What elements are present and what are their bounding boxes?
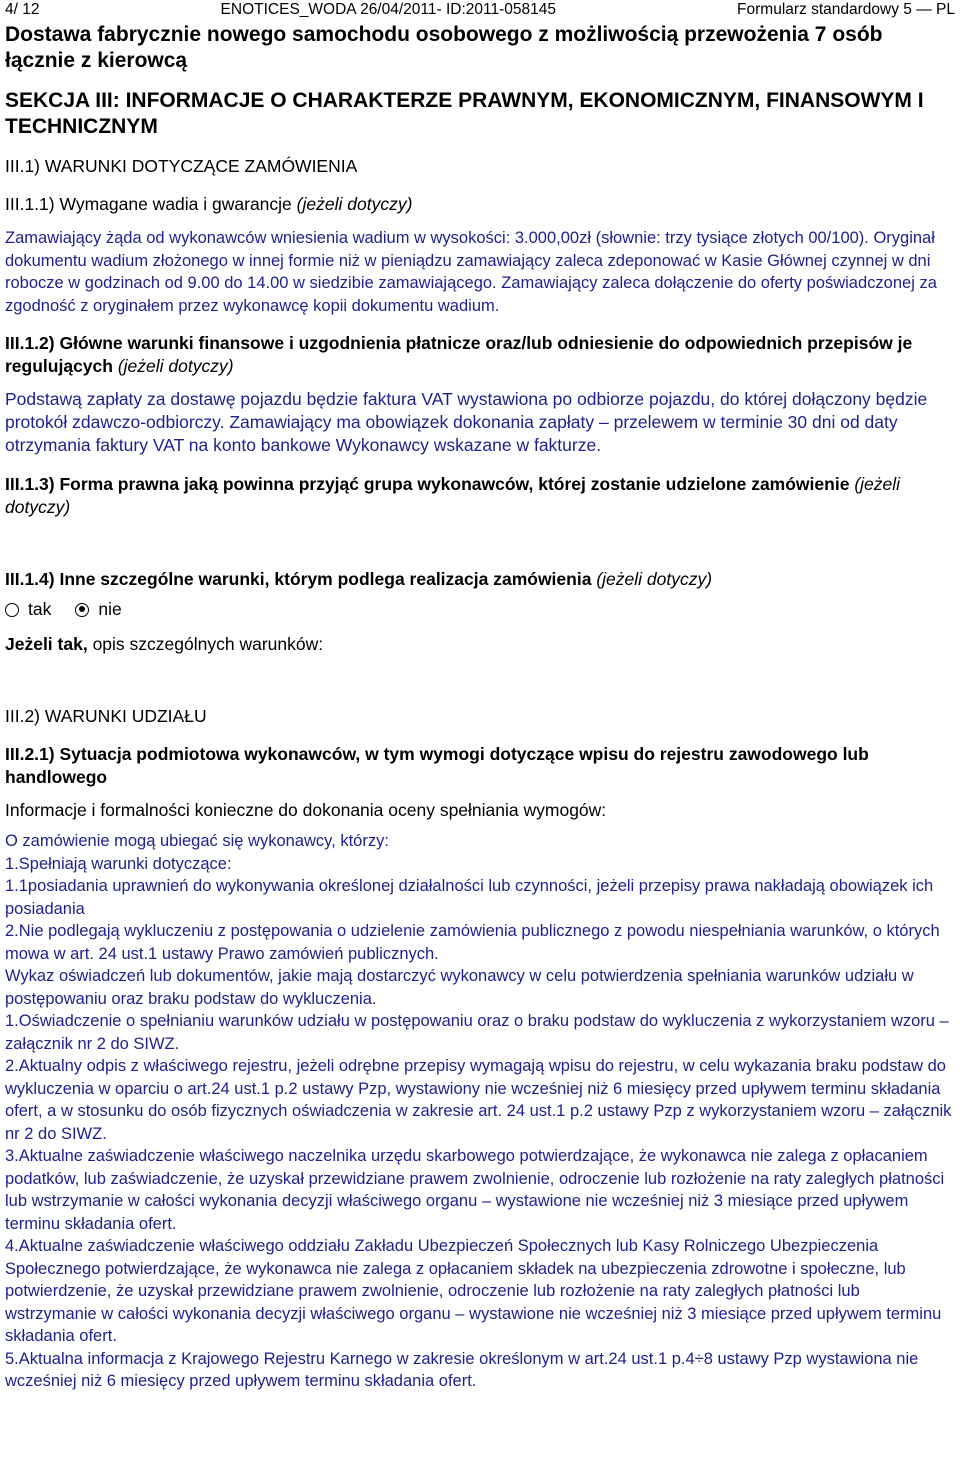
heading-iii-1-4-text: III.1.4) Inne szczególne warunki, którym podlega realizacja zamówienia	[5, 569, 592, 589]
heading-iii-1-4	[5, 568, 955, 591]
heading-iii-1-2-text: III.1.2) Główne warunki finansowe i uzgodnienia płatnicze oraz/lub odniesienie do odpowiednich przepisów je regulujących	[5, 333, 913, 376]
heading-iii-1-2	[5, 332, 955, 378]
text-iii-1-1: Zamawiający żąda od wykonawców wniesienia wadium w wysokości: 3.000,00zł (słownie: trzy tysiące złotych 00/100). Oryginał dokumentu wadium złożonego w innej formie niż w pieniądzu zamawiający zaleca zdeponować w Kasie Głównej czynnej w dni robocze w godzinach od 9.00 do 14.00 w siedzibie zamawiającego. Zamawiający zaleca dołączenie do oferty poświadczonej za zgodność z oryginałem przez wykonawcę kopii dokumentu wadium.	[5, 229, 937, 315]
heading-iii-1-3	[5, 473, 955, 519]
radio-yes-label: tak	[28, 599, 52, 619]
list-item: Wykaz oświadczeń lub dokumentów, jakie mają dostarczyć wykonawcy w celu potwierdzenia spełniania warunków udziału w postępowaniu oraz braku podstaw do wykluczenia.	[5, 967, 914, 1008]
if-yes-line	[5, 633, 955, 656]
section-title: SEKCJA III: INFORMACJE O CHARAKTERZE PRAWNYM, EKONOMICZNYM, FINANSOWYM I TECHNICZNYM	[5, 89, 924, 138]
heading-iii-1-2-note: (jeżeli dotyczy)	[117, 356, 234, 376]
heading-iii-1-1-text: III.1.1) Wymagane wadia i gwarancje	[5, 194, 292, 214]
list-item: 5.Aktualna informacja z Krajowego Rejestru Karnego w zakresie określonym w art.24 ust.1 p.4÷8 ustawy Pzp wystawiona nie wcześniej niż 6 miesięcy przed upływem terminu składania ofert.	[5, 1349, 919, 1390]
heading-iii-1: III.1) WARUNKI DOTYCZĄCE ZAMÓWIENIA	[5, 156, 358, 176]
list-item: 1.Oświadczenie o spełnianiu warunków udziału w postępowaniu oraz o braku podstaw do wykluczenia z wykorzystaniem wzoru – załącznik nr 2 do SIWZ.	[5, 1012, 949, 1053]
document-title: Dostawa fabrycznie nowego samochodu osobowego z możliwością przewożenia 7 osób łącznie z kierowcą	[5, 23, 883, 72]
page-header	[5, 0, 955, 22]
radio-group-other-conditions	[5, 598, 955, 621]
list-item: 1.1posiadania uprawnień do wykonywania określonej działalności lub czynności, jeżeli przepisy prawa nakładają obowiązek ich posiadania	[5, 877, 934, 918]
heading-iii-1-4-note: (jeżeli dotyczy)	[596, 569, 713, 589]
if-yes-bold: Jeżeli tak,	[5, 634, 88, 654]
list-item: 2.Aktualny odpis z właściwego rejestru, jeżeli odrębne przepisy wymagają wpisu do rejestru, w celu wykazania braku podstaw do wykluczenia w oparciu o art.24 ust.1 p.2 ustawy Pzp, wystawiony nie wcześniej niż 6 miesięcy przed upływem terminu składania ofert, a w stosunku do osób fizycznych oświadczenia w zakresie art. 24 ust.1 p.2 ustawy Pzp z wykorzystaniem wzoru – załącznik nr 2 do SIWZ.	[5, 1057, 952, 1143]
if-yes-rest: opis szczególnych warunków:	[87, 634, 324, 654]
heading-iii-1-1	[5, 193, 955, 216]
page-number: 4/ 12	[5, 1, 40, 18]
heading-iii-1-3-text: III.1.3) Forma prawna jaką powinna przyjąć grupa wykonawców, której zostanie udzielone zamówienie	[5, 474, 850, 494]
heading-iii-1-3-note: (jeżeli dotyczy)	[5, 474, 901, 517]
form-name: Formularz standardowy 5 — PL	[737, 1, 955, 18]
requirements-list	[5, 830, 955, 1393]
document-page	[5, 0, 955, 1393]
list-item: 2.Nie podlegają wykluczeniu z postępowania o udzielenie zamówienia publicznego z powodu niespełniania warunków, o których mowa w art. 24 ust.1 ustawy Prawo zamówień publicznych.	[5, 922, 940, 963]
list-item: 3.Aktualne zaświadczenie właściwego naczelnika urzędu skarbowego potwierdzające, że wykonawca nie zalega z opłacaniem podatków, lub zaświadczenie, że uzyskał przewidziane prawem zwolnienie, odroczenie lub rozłożenie na raty zaległych płatności lub wstrzymanie w całości wykonania decyzji właściwego organu – wystawione nie wcześniej niż 3 miesiące przed upływem terminu składania ofert.	[5, 1147, 945, 1233]
heading-iii-2-1: III.2.1) Sytuacja podmiotowa wykonawców, w tym wymogi dotyczące wpisu do rejestru zawodowego lub handlowego	[5, 744, 869, 787]
radio-no-selected[interactable]	[75, 603, 89, 617]
heading-iii-1-1-note: (jeżeli dotyczy)	[296, 194, 413, 214]
radio-yes[interactable]	[5, 603, 19, 617]
text-iii-2-1-intro: Informacje i formalności konieczne do dokonania oceny spełniania wymogów:	[5, 800, 607, 820]
radio-no-label: nie	[98, 599, 122, 619]
list-item: O zamówienie mogą ubiegać się wykonawcy, którzy:	[5, 832, 389, 850]
list-item: 1.Spełniają warunki dotyczące:	[5, 854, 232, 873]
heading-iii-2: III.2) WARUNKI UDZIAŁU	[5, 706, 207, 726]
text-iii-1-2: Podstawą zapłaty za dostawę pojazdu będzie faktura VAT wystawiona po odbiorze pojazdu, do której dołączony będzie protokół zdawczo-odbiorczy. Zamawiający ma obowiązek dokonania zapłaty – przelewem w terminie 30 dni od daty otrzymania faktury VAT na konto bankowe Wykonawcy wskazane w fakturze.	[5, 389, 928, 455]
list-item: 4.Aktualne zaświadczenie właściwego oddziału Zakładu Ubezpieczeń Społecznych lub Kasy Rolniczego Ubezpieczenia Społecznego potwierdzające, że wykonawca nie zalega z opłacaniem składek na ubezpieczenia zdrowotne i społeczne, lub potwierdzenie, że uzyskał przewidziane prawem zwolnienie, odroczenie lub rozłożenie na raty zaległych płatności lub wstrzymanie w całości wykonania decyzji właściwego organu – wystawione nie wcześniej niż 3 miesiące przed upływem terminu składania ofert.	[5, 1237, 942, 1345]
notice-id: ENOTICES_WODA 26/04/2011- ID:2011-058145	[220, 1, 556, 18]
